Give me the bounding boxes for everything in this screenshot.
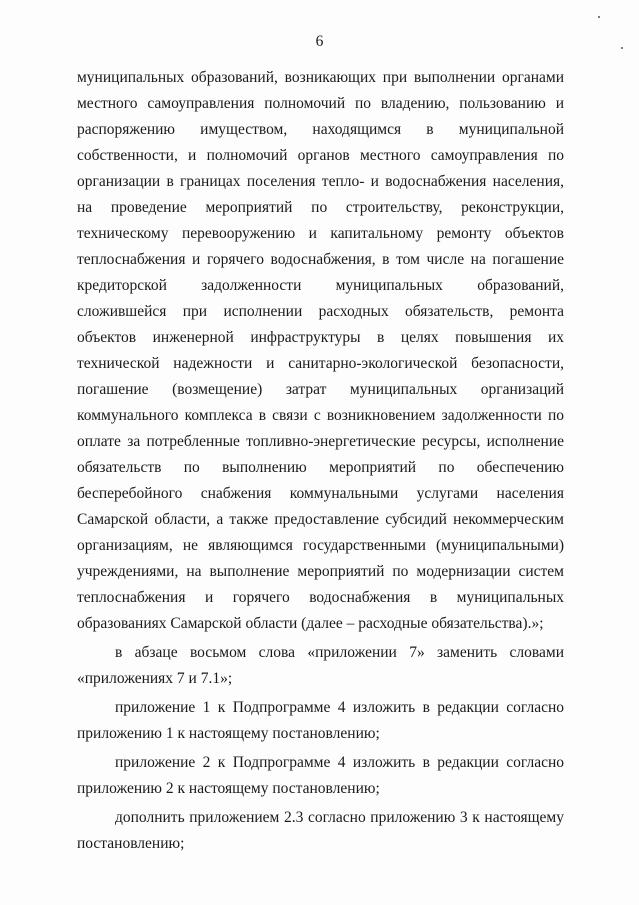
page-number: 6 <box>315 33 324 50</box>
paragraph-continuation: муниципальных образований, возникающих при выполнении органами местного самоуправления полномочий по владению, пользованию и распоряжению имуществом, находящимся в муниципальной собственности, и полномочий органов местного самоуправления по организации в границах поселения тепло- и водоснабжения населения, на проведение мероприятий по строительству, реконструкции, техническому перевооружению и капитальному ремонту объектов теплоснабжения и горячего водоснабжения, в том числе на погашение кредиторской задолженности муниципальных образований, сложившейся при исполнении расходных обязательств, ремонта объектов инженерной инфраструктуры в целях повышения их технической надежности и санитарно-экологической безопасности, погашение (возмещение) затрат муниципальных организаций коммунального комплекса в связи с возникновением задолженности по оплате за потребленные топливно-энергетические ресурсы, исполнение обязательств по выполнению мероприятий по обеспечению бесперебойного снабжения коммунальными услугами населения Самарской области, а также предоставление субсидий некоммерческим организациям, не являющимся государственными (муниципальными) учреждениями, на выполнение мероприятий по модернизации систем теплоснабжения и горячего водоснабжения в муниципальных образованиях Самарской области (далее – расходные обязательства).»; <box>77 69 564 632</box>
scan-speck <box>598 16 600 18</box>
paragraph-amendment-appendix-1: приложение 1 к Подпрограмме 4 изложить в редакции согласно приложению 1 к настоящему постановлению; <box>77 699 564 742</box>
paragraph-amendment-appendix-2: приложение 2 к Подпрограмме 4 изложить в редакции согласно приложению 2 к настоящему постановлению; <box>77 754 564 797</box>
scan-speck <box>621 47 623 49</box>
paragraph-amendment-appendix-2-3: дополнить приложением 2.3 согласно приложению 3 к настоящему постановлению; <box>77 809 564 852</box>
paragraph-amendment-abzac: в абзаце восьмом слова «приложении 7» заменить словами «приложениях 7 и 7.1»; <box>77 644 564 687</box>
document-body <box>77 65 564 857</box>
